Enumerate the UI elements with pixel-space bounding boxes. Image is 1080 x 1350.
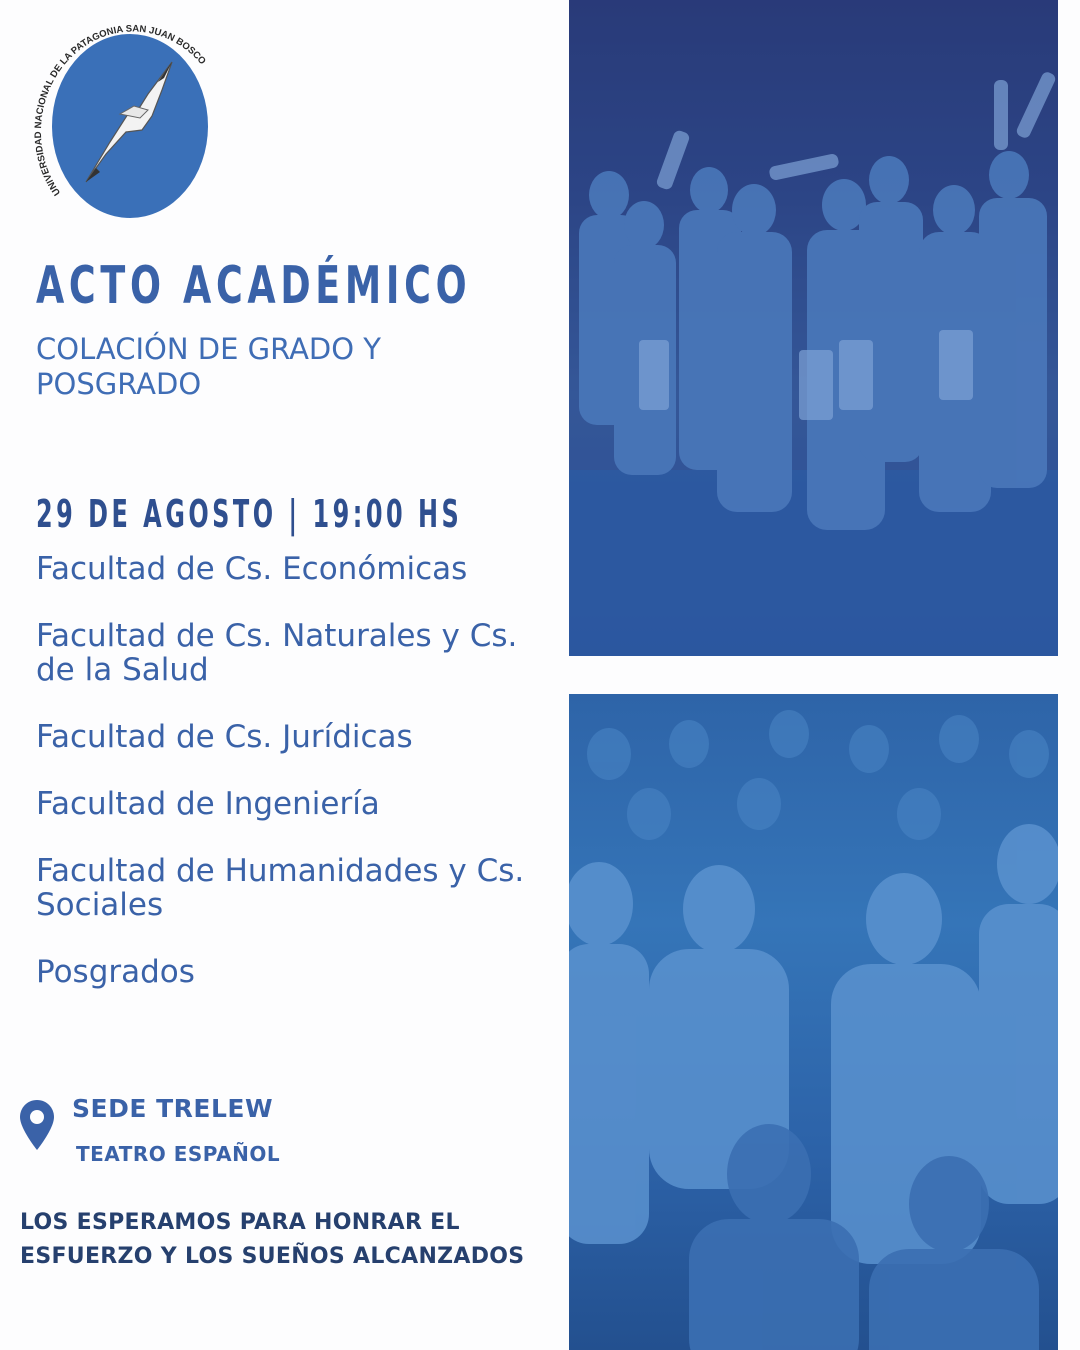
logo-ring-text: UNIVERSIDAD NACIONAL DE LA PATAGONIA SAN JUAN BOSCO <box>32 23 208 198</box>
list-item: Facultad de Cs. Económicas <box>36 551 468 587</box>
event-date-time: 29 DE AGOSTO | 19:00 HS <box>36 492 463 536</box>
map-pin-icon <box>18 1098 56 1152</box>
event-title: ACTO ACADÉMICO <box>36 256 472 316</box>
list-item: Facultad de Humanidades y Cs. Sociales <box>36 853 525 923</box>
university-logo <box>30 22 240 242</box>
faculty-list <box>36 552 546 1022</box>
list-item: Facultad de Cs. Jurídicas <box>36 719 413 755</box>
audience-photo <box>569 694 1058 1350</box>
graduates-photo <box>569 0 1058 656</box>
list-item: Posgrados <box>36 954 195 990</box>
event-subtitle: COLACIÓN DE GRADO Y POSGRADO <box>36 332 382 401</box>
list-item: Facultad de Cs. Naturales y Cs. de la Salud <box>36 618 518 688</box>
list-item: Facultad de Ingeniería <box>36 786 380 822</box>
sede-label: SEDE TRELEW <box>72 1094 274 1123</box>
closing-message: LOS ESPERAMOS PARA HONRAR EL ESFUERZO Y LOS SUEÑOS ALCANZADOS <box>20 1210 525 1269</box>
venue-label: TEATRO ESPAÑOL <box>76 1142 281 1166</box>
